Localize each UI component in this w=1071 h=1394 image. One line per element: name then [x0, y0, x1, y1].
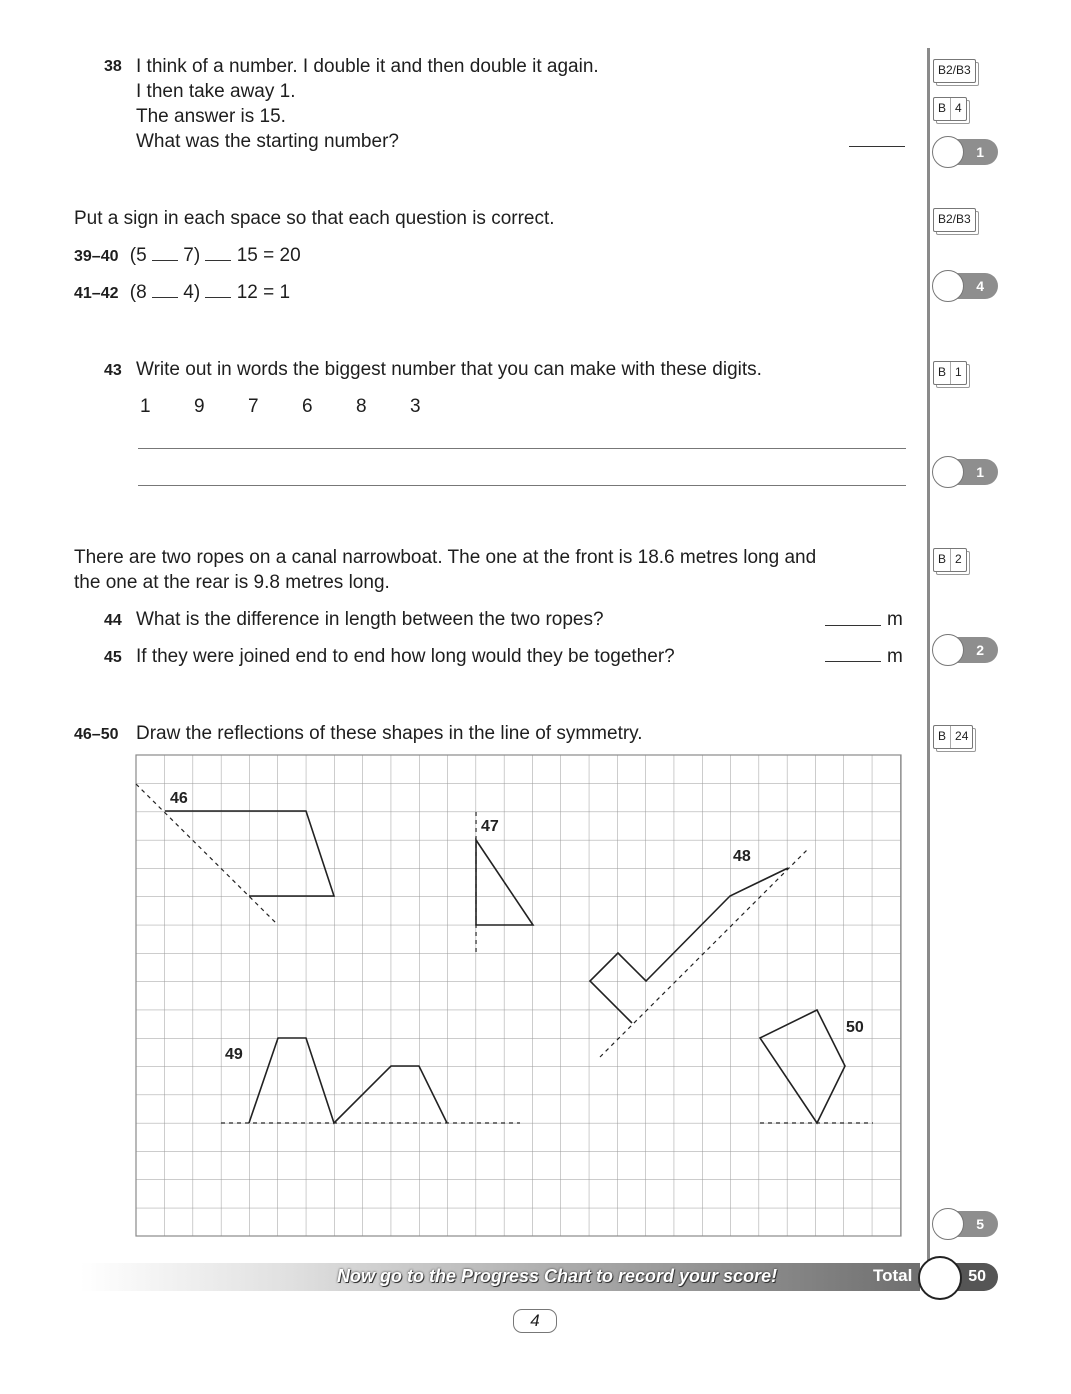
- q45-text: If they were joined end to end how long would they be together?: [136, 646, 675, 667]
- digit: 7: [248, 396, 259, 417]
- expr-mid: 7): [183, 245, 201, 266]
- question-number: 43: [104, 362, 122, 379]
- question-number: 41–42: [74, 285, 119, 302]
- q38-line-4: What was the starting number?: [136, 131, 399, 152]
- q43-text: Write out in words the biggest number that you can make with these digits.: [136, 359, 762, 380]
- shape-label-48: 48: [733, 848, 751, 865]
- q38-line-2: I then take away 1.: [136, 81, 296, 102]
- book-ref-tag: B 1: [933, 361, 967, 385]
- expr-tail: 15 = 20: [236, 245, 301, 266]
- score-box[interactable]: 5: [932, 1208, 998, 1240]
- question-number: 39–40: [74, 248, 119, 265]
- progress-chart-message: Now go to the Progress Chart to record your score!: [337, 1266, 778, 1286]
- score-box[interactable]: 2: [932, 634, 998, 666]
- question-number: 44: [104, 612, 122, 629]
- ropes-intro-2: the one at the rear is 9.8 metres long.: [74, 572, 390, 593]
- book-ref-tag: B2/B3: [933, 59, 976, 83]
- q45-unit: m: [887, 646, 903, 667]
- shape-label-49: 49: [225, 1046, 243, 1063]
- ropes-intro-1: There are two ropes on a canal narrowboat. The one at the front is 18.6 metres long and: [74, 547, 817, 568]
- expr-open: (5: [129, 245, 147, 266]
- drawing-grid[interactable]: [136, 755, 901, 1236]
- score-box[interactable]: 1: [932, 136, 998, 168]
- expr-tail: 12 = 1: [236, 282, 291, 303]
- score-box[interactable]: 1: [932, 456, 998, 488]
- digit: 9: [194, 396, 205, 417]
- total-score: 50: [925, 1263, 998, 1291]
- q38-line-1: I think of a number. I double it and then double it again.: [136, 56, 599, 77]
- question-number: 45: [104, 649, 122, 666]
- total-label: Total: [873, 1266, 913, 1285]
- digit: 8: [356, 396, 367, 417]
- total-score-circle[interactable]: [918, 1256, 962, 1300]
- shape-label-47: 47: [481, 818, 499, 835]
- signs-intro: Put a sign in each space so that each question is correct.: [74, 208, 555, 229]
- expr-open: (8: [129, 282, 147, 303]
- question-number: 46–50: [74, 726, 119, 743]
- expr-mid: 4): [183, 282, 201, 303]
- score-box[interactable]: 4: [932, 270, 998, 302]
- shape-label-50: 50: [846, 1019, 864, 1036]
- q44-text: What is the difference in length between the two ropes?: [136, 609, 604, 630]
- digit: 6: [302, 396, 313, 417]
- question-number: 38: [104, 58, 122, 75]
- q46-50-text: Draw the reflections of these shapes in the line of symmetry.: [136, 723, 643, 744]
- page-number: 4: [513, 1309, 557, 1333]
- shape-label-46: 46: [170, 790, 188, 807]
- book-ref-tag: B2/B3: [933, 208, 976, 232]
- book-ref-tag: B 24: [933, 725, 973, 749]
- book-ref-tag: B 4: [933, 97, 967, 121]
- book-ref-tag: B 2: [933, 548, 967, 572]
- q38-line-3: The answer is 15.: [136, 106, 286, 127]
- digit: 1: [140, 396, 151, 417]
- q44-unit: m: [887, 609, 903, 630]
- digit: 3: [410, 396, 421, 417]
